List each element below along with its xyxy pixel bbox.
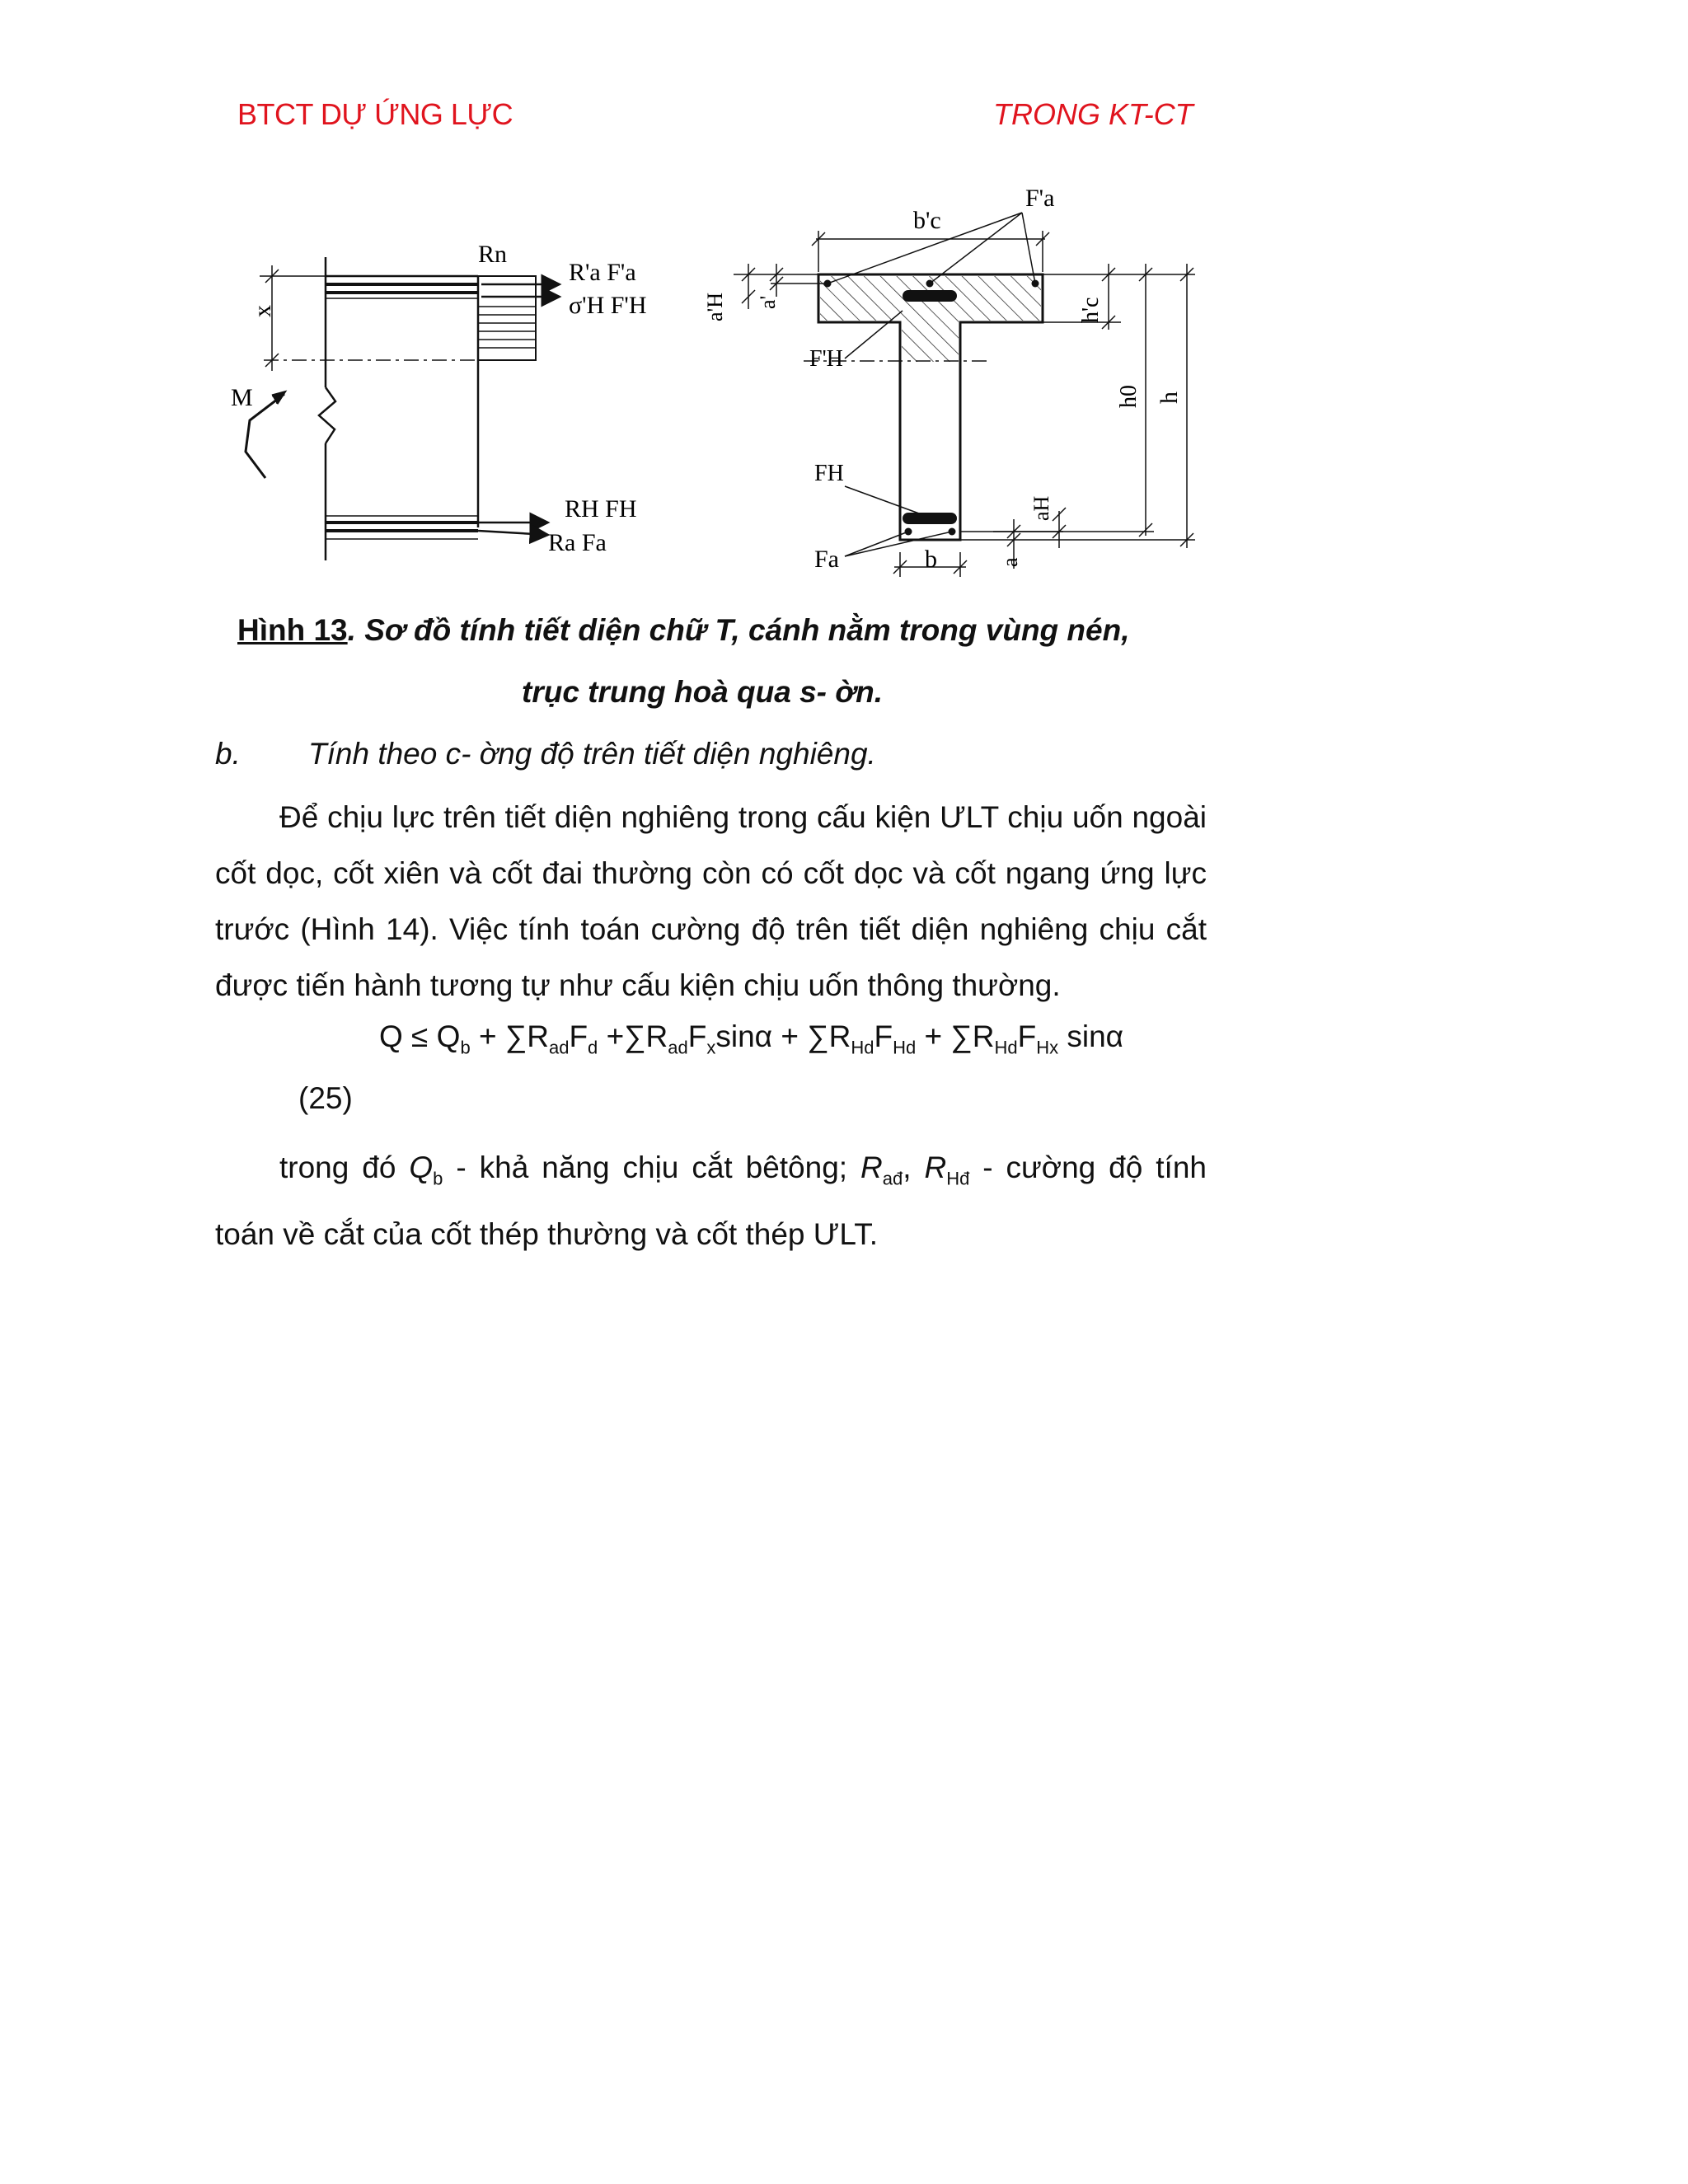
label-ra-fa: Ra Fa (548, 529, 607, 556)
section-title: Tính theo c- ờng độ trên tiết diện nghiêng. (308, 737, 876, 771)
label-b: b (925, 546, 937, 573)
label-h0: h0 (1116, 385, 1142, 408)
p2-q-sub: b (433, 1168, 443, 1189)
p2-r1: R (860, 1151, 883, 1184)
label-hc: h'c (1078, 297, 1104, 323)
header-left: BTCT DỰ ỨNG LỰC (237, 97, 513, 131)
label-a: a (998, 557, 1022, 567)
caption-text: . Sơ đồ tính tiết diện chữ T, cánh nằm trong vùng nén, (347, 613, 1130, 647)
label-a-prime: a' (756, 295, 780, 309)
p2-r2: R (924, 1151, 947, 1184)
label-x: x (249, 305, 276, 317)
formula-number: (25) (298, 1081, 353, 1115)
label-fh: FH (814, 461, 844, 486)
p2-r1-sub: ađ (882, 1168, 903, 1189)
t-section (804, 274, 1043, 540)
label-ah-prime: a'H (703, 292, 727, 321)
x-dimension (260, 265, 326, 371)
label-ra-fa-prime: R'a F'a (569, 259, 636, 286)
paragraph-1-text: Để chịu lực trên tiết diện nghiêng trong cấu kiện ƯLT chịu uốn ngoài cốt dọc, cốt xiên và cốt đai thường còn có cốt dọc và cốt ngang ứng lực trước (Hình 14). Việc tính toán cường độ trên tiết diện nghiêng chịu cắt được tiến hành tương tự như cấu kiện chịu uốn thông thường. (215, 800, 1207, 1002)
p2-q: Q (409, 1151, 434, 1184)
beam-elevation (264, 257, 478, 560)
p2-part2: - khả năng chịu cắt bêtông; (443, 1151, 861, 1184)
label-h: h (1156, 391, 1183, 404)
label-sigma-h: σ'H F'H (569, 292, 647, 319)
p2-r2-sub: Hđ (946, 1168, 970, 1189)
label-bc: b'c (913, 207, 941, 234)
label-fa-prime: F'a (1025, 185, 1055, 212)
header-right: TRONG KT-CT (993, 97, 1193, 131)
paragraph-2 (215, 1140, 1207, 1263)
label-fh-prime: F'H (809, 346, 843, 372)
caption-line2: trục trung hoà qua s- ờn. (522, 675, 884, 709)
formula-25: $Q \le Q_b + \sum R_{ad}F_d +\sum R_{ad}F_x\sin\alpha + \sum R_{Hd}F_{Hd} + \sum R_{Hd}F_{Hx}$ sinα (379, 1019, 1124, 1058)
label-ah: aH (1029, 495, 1053, 521)
figure-caption (237, 613, 1130, 648)
force-arrows (478, 284, 560, 535)
p2-part3: - cường độ tính toán về cắt của cốt thép thường và cốt thép ƯLT. (215, 1151, 1207, 1252)
p2-comma: , (903, 1151, 925, 1184)
label-rn: Rn (478, 241, 508, 268)
p2-part1: trong đó (279, 1151, 410, 1184)
label-m: M (231, 384, 253, 411)
figure-13-diagram (0, 0, 1688, 610)
compression-stress-block (478, 276, 536, 360)
label-rh-fh: RH FH (565, 495, 637, 523)
paragraph-1 (215, 790, 1207, 1014)
label-fa: Fa (814, 546, 839, 573)
caption-label: Hình 13 (237, 613, 348, 647)
section-letter: b. (215, 737, 241, 771)
